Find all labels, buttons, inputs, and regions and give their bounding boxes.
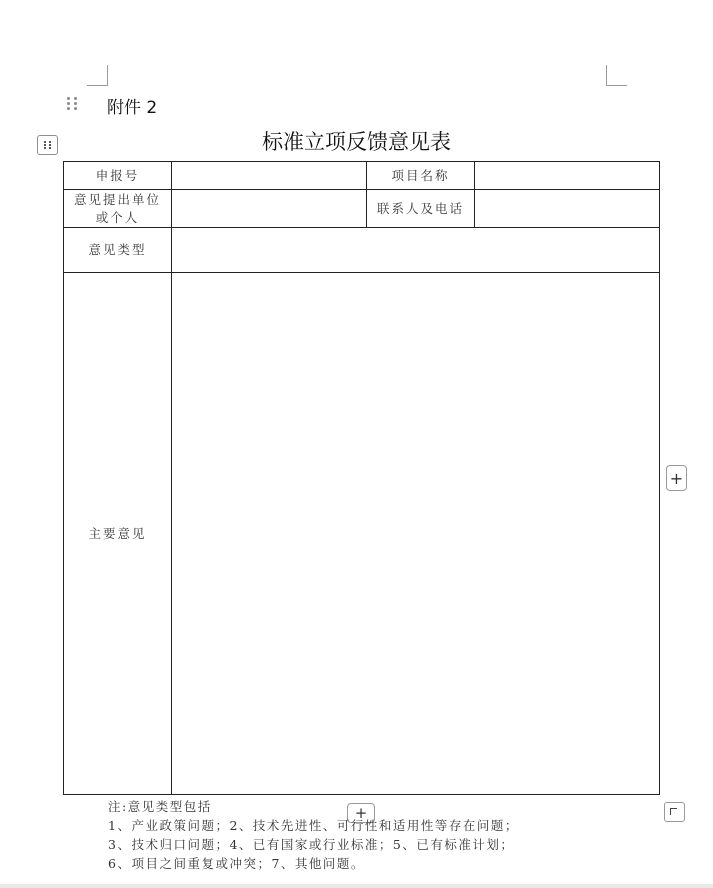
attachment-label: 附件 2 bbox=[107, 98, 158, 118]
crop-mark-top-right bbox=[606, 65, 627, 86]
report-no-cell[interactable] bbox=[172, 162, 367, 190]
project-name-cell[interactable] bbox=[475, 162, 660, 190]
contact-cell[interactable] bbox=[475, 190, 660, 228]
add-column-button[interactable]: + bbox=[666, 465, 687, 491]
add-row-button[interactable]: + bbox=[347, 803, 375, 823]
notes-line: 6、项目之间重复或冲突；7、其他问题。 bbox=[108, 856, 365, 871]
main-opinion-cell[interactable] bbox=[172, 273, 660, 795]
table-row bbox=[64, 273, 660, 795]
table-resize-handle-icon[interactable] bbox=[664, 802, 685, 822]
opinion-type-label: 意见类型 bbox=[64, 228, 172, 273]
report-no-label: 申报号 bbox=[64, 162, 172, 190]
submitter-label-line1: 意见提出单位 bbox=[73, 191, 161, 207]
project-name-label: 项目名称 bbox=[367, 162, 475, 190]
paragraph-drag-handle-icon[interactable] bbox=[67, 95, 79, 111]
submitter-label-line2: 或个人 bbox=[95, 209, 140, 225]
notes-intro: 注:意见类型包括 bbox=[108, 799, 212, 814]
table-row bbox=[64, 228, 660, 273]
notes-line: 1、产业政策问题；2、技术先进性、可行性和适用性等存在问题； bbox=[108, 818, 519, 833]
document-title: 标准立项反馈意见表 bbox=[262, 130, 451, 154]
notes-block bbox=[108, 797, 519, 873]
submitter-cell[interactable] bbox=[172, 190, 367, 228]
crop-mark-top-left bbox=[87, 65, 108, 86]
main-opinion-label: 主要意见 bbox=[64, 273, 172, 795]
contact-label: 联系人及电话 bbox=[367, 190, 475, 228]
page-bottom-edge bbox=[0, 884, 713, 888]
opinion-type-cell[interactable] bbox=[172, 228, 660, 273]
submitter-label bbox=[64, 190, 172, 228]
table-row bbox=[64, 162, 660, 190]
table-row bbox=[64, 190, 660, 228]
notes-line: 3、技术归口问题；4、已有国家或行业标准；5、已有标准计划； bbox=[108, 837, 515, 852]
feedback-form-table bbox=[63, 161, 660, 795]
